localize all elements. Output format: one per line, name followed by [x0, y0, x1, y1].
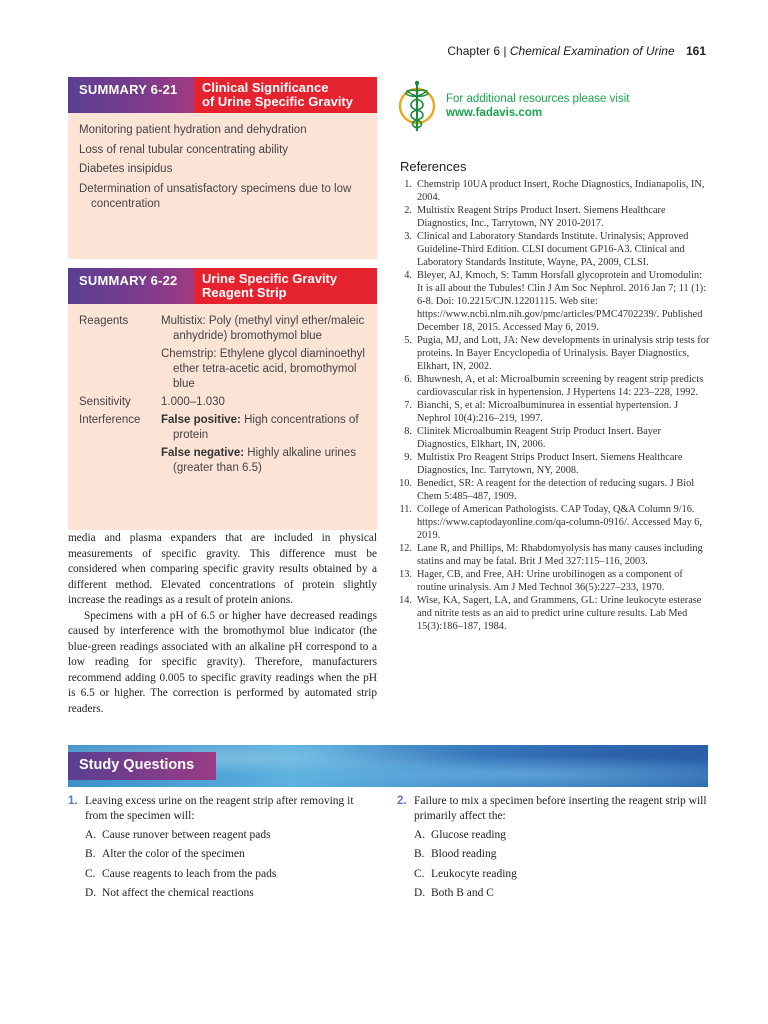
reference-text: Benedict, SR: A reagent for the detection of reducing sugars. J Biol Chem 5:485–487, 1909. [417, 478, 695, 502]
option-letter: B. [414, 848, 425, 861]
option-letter: C. [414, 867, 425, 880]
summary-box-6-22 [68, 268, 377, 530]
option-letter: C. [85, 867, 96, 880]
summary-body [68, 304, 377, 530]
reference-text: Multistix Pro Reagent Strips Product Insert. Siemens Healthcare Diagnostics, Inc. Tarrytown, NY, 2008. [417, 452, 683, 476]
reference-item [398, 425, 710, 451]
summary-title-line: Urine Specific Gravity [202, 271, 338, 286]
false-positive-label: False positive: [161, 414, 241, 426]
reference-number: 10. [399, 478, 412, 489]
summary-title-line: Clinical Significance [202, 80, 329, 95]
chapter-title: Chemical Examination of Urine [509, 44, 675, 58]
reference-item [398, 178, 710, 204]
question-text: Leaving excess urine on the reagent strip after removing it from the specimen will: [85, 795, 354, 822]
summary-item: Loss of renal tubular concentrating ability [79, 143, 289, 156]
body-paragraph: media and plasma expanders that are included in physical measurements of specific gravity. This difference must be considered when comparing specific gravity results obtained by a different method. Elevated concentrations of protein slightly increase the readings as a result of protein anions. [68, 532, 377, 606]
question-number: 1. [68, 795, 78, 807]
reference-text: Multistix Reagent Strips Product Insert. Siemens Healthcare Diagnostics, Inc., Tarrytown, NY 2010-2017. [417, 205, 666, 229]
summary-label: SUMMARY 6-22 [68, 268, 194, 304]
page-number: 161 [685, 44, 706, 58]
reference-text: Bianchi, S, et al: Microalbuminurea in essential hypertension. J Nephrol 10(4):216–219, 1997. [417, 400, 679, 424]
false-positive-text: High concentrations of protein [173, 414, 359, 441]
reference-text: Pugia, MJ, and Lott, JA: New developments in urinalysis strip tests for proteins. In Bayer Encyclopedia of Urinalysis. Bayer Diagnostics, Elkhart, IN, 2002. [417, 335, 710, 372]
reference-text: Chemstrip 10UA product Insert, Roche Diagnostics, Indianapolis, IN, 2004. [417, 179, 705, 203]
question-stem [397, 794, 707, 824]
reference-text: College of American Pathologists. CAP Today, Q&A Column 9/16. https://www.captodayonline.com/qa-column-0916/. Accessed May 6, 2019. [417, 504, 703, 541]
reference-number: 9. [404, 452, 412, 463]
reference-text: Clinitek Microalbumin Reagent Strip Product Insert. Bayer Diagnostics, Elkhart, IN, 2006. [417, 426, 661, 450]
summary-title-line: of Urine Specific Gravity [202, 94, 353, 109]
row-value: Chemstrip: Ethylene glycol diaminoethyl ether tetra-acetic acid, bromothymol blue [161, 348, 365, 390]
body-paragraph: Specimens with a pH of 6.5 or higher have decreased readings caused by interference with the bromothymol blue indicator (the blue-green readings associated with an alkaline pH correspond to a low reading for specific gravity). Therefore, manufacturers recommend adding 0.005 to specific gravity readings when the pH is 6.5 or higher. The correction is performed by automated strip readers. [68, 609, 377, 715]
reference-item [398, 542, 710, 568]
reference-item [398, 334, 710, 373]
question-number: 2. [397, 795, 407, 807]
question-text: Failure to mix a specimen before inserting the reagent strip will primarily affect the: [414, 795, 707, 822]
reference-text: Lane R, and Phillips, M: Rhabdomyolysis has many causes including statins and may be fatal. Brit J Med 327:115–116, 2003. [417, 543, 703, 567]
running-header [447, 44, 706, 58]
summary-row-reagents [79, 314, 367, 395]
resources-link[interactable]: www.fadavis.com [446, 107, 543, 119]
summary-header [68, 77, 377, 113]
reference-item [398, 373, 710, 399]
summary-body [68, 113, 377, 259]
option-text: Cause runover between reagent pads [102, 829, 271, 841]
reference-text: Hager, CB, and Free, AH: Urine urobilinogen as a component of routine urinalysis. Am J Med Technol 36(5):227–233, 1970. [417, 569, 683, 593]
study-questions-banner [68, 745, 708, 787]
option-text: Leukocyte reading [431, 867, 517, 880]
false-negative-label: False negative: [161, 447, 245, 459]
reference-item [398, 269, 710, 334]
question-2 [397, 794, 707, 905]
study-questions-title: Study Questions [68, 752, 216, 780]
row-value: 1.000–1.030 [161, 396, 225, 408]
row-key: Reagents [79, 315, 129, 327]
reference-number: 6. [404, 374, 412, 385]
false-negative-text: Highly alkaline urines (greater than 6.5) [173, 447, 356, 474]
row-value: Multistix: Poly (methyl vinyl ether/maleic anhydride) bromothymol blue [161, 315, 365, 342]
reference-number: 1. [404, 179, 412, 190]
reference-number: 3. [404, 231, 412, 242]
reference-item [398, 230, 710, 269]
row-key: Sensitivity [79, 396, 131, 408]
answer-option [68, 886, 378, 901]
option-letter: D. [414, 886, 426, 899]
resources-note [446, 92, 629, 120]
answer-option [68, 867, 378, 882]
option-text: Both B and C [431, 886, 494, 899]
resources-text: For additional resources please visit [446, 93, 630, 105]
answer-option [397, 886, 707, 901]
option-text: Blood reading [431, 848, 497, 861]
reference-number: 12. [399, 543, 412, 554]
option-text: Not affect the chemical reactions [102, 886, 254, 899]
row-value [161, 446, 367, 476]
row-key: Interference [79, 414, 141, 426]
summary-row-sensitivity [79, 395, 367, 413]
reference-number: 5. [404, 335, 412, 346]
references-list [398, 178, 710, 633]
option-text: Alter the color of the specimen [102, 848, 245, 861]
option-letter: A. [414, 829, 426, 841]
caduceus-logo-icon [397, 79, 437, 133]
answer-option [68, 828, 378, 843]
chapter-number: Chapter 6 | [447, 44, 507, 58]
summary-item: Determination of unsatisfactory specimens due to low concentration [79, 182, 352, 210]
reference-item [398, 477, 710, 503]
option-letter: B. [85, 848, 96, 861]
reference-item [398, 451, 710, 477]
answer-option [68, 847, 378, 862]
option-text: Glucose reading [431, 829, 507, 841]
row-value [161, 413, 367, 443]
summary-title [194, 268, 377, 304]
summary-box-6-21 [68, 77, 377, 259]
reference-number: 2. [404, 205, 412, 216]
summary-row-interference [79, 413, 367, 479]
reference-item [398, 594, 710, 633]
reference-number: 7. [404, 400, 412, 411]
summary-item: Diabetes insipidus [79, 163, 173, 176]
option-letter: A. [85, 829, 97, 841]
answer-option [397, 847, 707, 862]
question-stem [68, 794, 378, 824]
answer-option [397, 828, 707, 843]
body-text [68, 531, 377, 717]
summary-title [194, 77, 377, 113]
reference-text: Clinical and Laboratory Standards Institute. Urinalysis; Approved Guideline-Third Edition. CLSI document GP16-A3. Clinical and Laboratory Standards Institute, Wayne, PA, 2009, CLSI. [417, 231, 689, 268]
summary-header [68, 268, 377, 304]
summary-title-line: Reagent Strip [202, 285, 287, 300]
reference-number: 14. [399, 595, 412, 606]
reference-number: 4. [404, 270, 412, 281]
option-letter: D. [85, 886, 97, 899]
option-text: Cause reagents to leach from the pads [102, 867, 277, 880]
reference-item [398, 204, 710, 230]
summary-label: SUMMARY 6-21 [68, 77, 194, 113]
reference-number: 8. [404, 426, 412, 437]
reference-item [398, 568, 710, 594]
reference-text: Bleyer, AJ, Kmoch, S: Tamm Horsfall glycoprotein and Uromodulin: It is all about the Tubules! Clin J Am Soc Nephrol. 2016 Jan 7; 11 (1): 6-8. Doi: 10.2215/CJN.12201115. Web site: https://www.ncbi.nlm.nih.gov/pmc/articles/PMC4702239/. Published December 18, 2015. Accessed May 6, 2019. [417, 270, 707, 333]
question-1 [68, 794, 378, 905]
answer-option [397, 867, 707, 882]
reference-text: Wise, KA, Sagert, LA, and Grammens, GL: Urine leukocyte esterase and nitrite tests as an aid to predict urine culture results. Lab Med 15(3):186–187, 1984. [417, 595, 702, 632]
reference-item [398, 503, 710, 542]
reference-number: 11. [399, 504, 412, 515]
reference-item [398, 399, 710, 425]
references-heading: References [400, 159, 467, 174]
reference-text: Bhuwnesh, A, et al: Microalbumin screening by reagent strip predicts cardiovascular risk in hypertension. J Hypertens 14: 223–228, 1992. [417, 374, 704, 398]
summary-item: Monitoring patient hydration and dehydration [79, 124, 307, 136]
reference-number: 13. [399, 569, 412, 580]
